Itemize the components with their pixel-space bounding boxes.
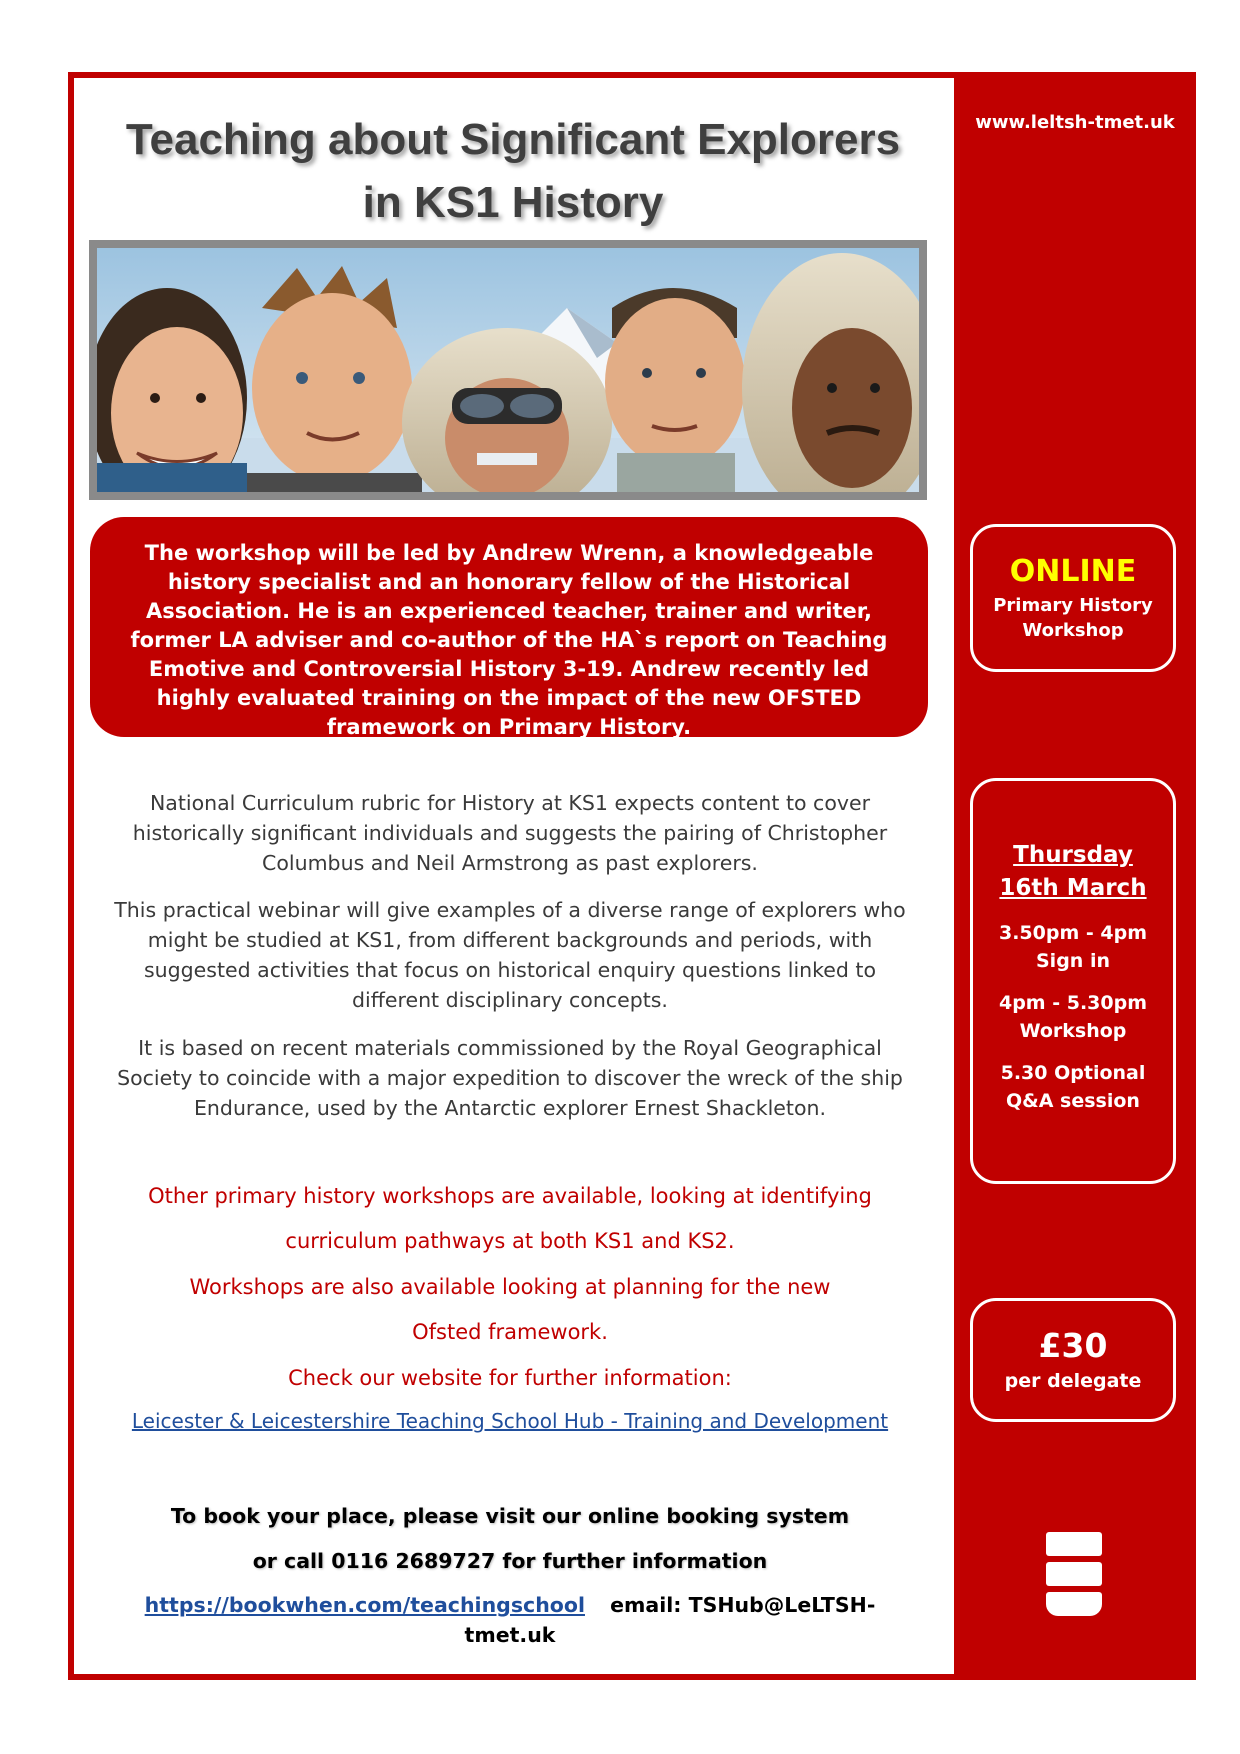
time-slot — [973, 989, 1173, 1045]
contact-email[interactable]: email: TSHub@LeLTSH-tmet.uk — [464, 1593, 876, 1647]
event-date: 16th March — [999, 875, 1147, 901]
time-slot-time: 3.50pm - 4pm — [998, 922, 1147, 944]
body-paragraph-1: National Curriculum rubric for History at KS1 expects content to cover historically significant individuals and suggests the pairing of Christopher Columbus and Neil Armstrong as past explorers. — [132, 791, 888, 875]
other-workshops-line-5: Check our website for further information: — [288, 1366, 732, 1390]
title-line-1: Teaching about Significant Explorers — [125, 115, 901, 164]
other-workshops-line-4: Ofsted framework. — [412, 1320, 608, 1344]
price-unit: per delegate — [1004, 1370, 1142, 1392]
price-amount: £30 — [1038, 1326, 1108, 1365]
booking-line-2: or call 0116 2689727 for further information — [252, 1549, 768, 1573]
booking-link[interactable]: https://bookwhen.com/teachingschool — [144, 1593, 585, 1617]
sidebar — [954, 72, 1196, 1680]
other-workshops-line-1: Other primary history workshops are available, looking at identifying — [148, 1184, 872, 1208]
title-line-2: in KS1 History — [362, 178, 664, 227]
time-slot-label: Sign in — [1036, 950, 1110, 972]
date-time-box — [970, 778, 1176, 1184]
time-slot — [973, 1059, 1173, 1115]
body-paragraph-2: This practical webinar will give examples of a diverse range of explorers who might be studied at KS1, from different backgrounds and periods, with suggested activities that focus on historical enquiry questions linked to different disciplinary concepts. — [114, 898, 906, 1012]
time-slot — [973, 919, 1173, 975]
contact-line — [100, 1590, 920, 1650]
online-badge — [970, 524, 1176, 672]
website-url[interactable]: www.leltsh-tmet.uk — [975, 112, 1175, 133]
time-slot-time: 5.30 Optional — [1000, 1062, 1146, 1084]
other-workshops-line-3: Workshops are also available looking at planning for the new — [189, 1275, 831, 1299]
training-development-link[interactable]: Leicester & Leicestershire Teaching School Hub - Training and Development — [131, 1409, 889, 1433]
price-box — [970, 1298, 1176, 1422]
time-slot-label: Q&A session — [1006, 1090, 1140, 1112]
online-title: ONLINE — [1009, 554, 1137, 589]
page-title — [88, 108, 938, 234]
booking-line-1: To book your place, please visit our online booking system — [170, 1504, 850, 1528]
online-subtitle-line2: Workshop — [1022, 620, 1124, 641]
time-slot-time: 4pm - 5.30pm — [998, 992, 1147, 1014]
presenter-intro-box: The workshop will be led by Andrew Wrenn, a knowledgeable history specialist and an honorary fellow of the Historical Association. He is an experienced teacher, trainer and writer, former LA adviser and co-author of the HA`s report on Teaching Emotive and Controversial History 3-19. Andrew recently led highly evaluated training on the impact of the new OFSTED framework on Primary History. — [90, 517, 928, 737]
body-paragraph-3: It is based on recent materials commissioned by the Royal Geographical Society to coincide with a major expedition to discover the wreck of the ship Endurance, used by the Antarctic explorer Ernest Shackleton. — [117, 1036, 903, 1120]
online-subtitle-line1: Primary History — [993, 595, 1153, 616]
time-slot-label: Workshop — [1019, 1020, 1127, 1042]
teaching-school-hub-logo-icon — [1046, 1532, 1102, 1616]
explorers-illustration — [97, 248, 919, 492]
explorers-banner-image — [89, 240, 927, 500]
event-day: Thursday — [1013, 842, 1133, 868]
other-workshops-line-2: curriculum pathways at both KS1 and KS2. — [285, 1229, 735, 1253]
